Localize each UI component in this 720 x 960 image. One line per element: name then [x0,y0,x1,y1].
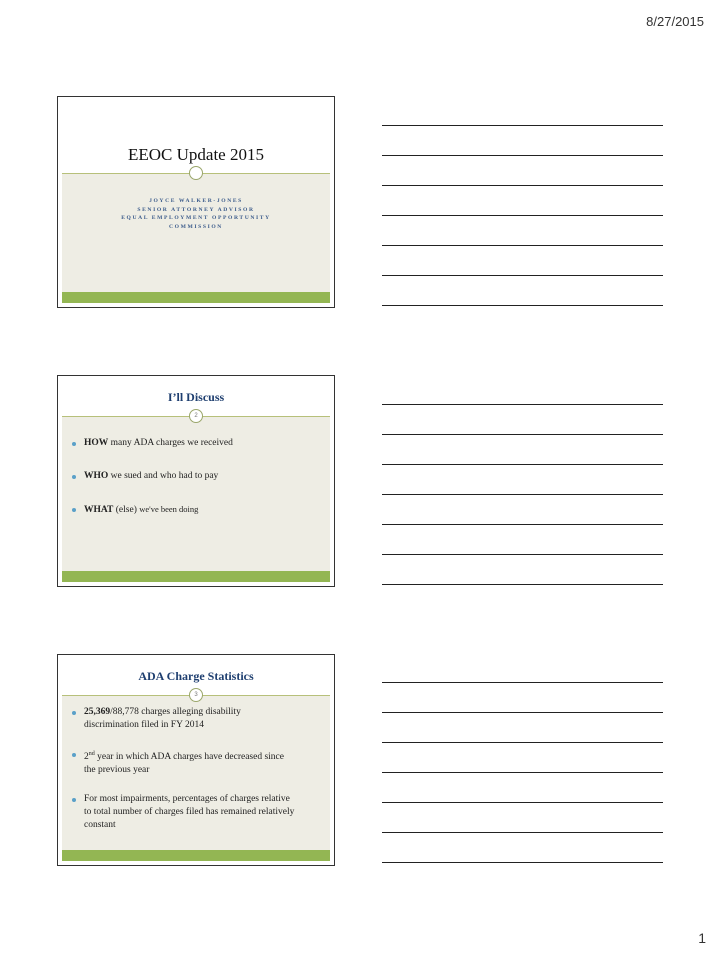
note-line [382,155,663,156]
presenter-name: JOYCE WALKER-JONES [149,198,243,204]
slide-3-title: ADA Charge Statistics [138,669,254,683]
note-line [382,125,663,126]
note-line [382,832,663,833]
slide-2-footer-bar [62,571,330,582]
slide-1-badge [189,166,203,180]
slide-1-title-area [62,101,330,173]
note-line [382,305,663,306]
slide-1-title: EEOC Update 2015 [128,145,264,164]
note-line [382,245,663,246]
note-line [382,404,663,405]
presenter-org-line-2: COMMISSION [169,223,223,230]
presenter-org-line-1: EQUAL EMPLOYMENT OPPORTUNITY [121,215,271,222]
list-item: WHO we sued and who had to pay [72,470,320,483]
note-line [382,524,663,525]
presenter-role: SENIOR ATTORNEY ADVISOR [137,206,255,213]
slide-3-body [62,659,330,861]
slide-3-number-badge: 3 [189,688,203,702]
note-line [382,802,663,803]
slide-2 [57,375,335,587]
note-line [382,494,663,495]
note-line [382,712,663,713]
note-line [382,584,663,585]
note-line [382,185,663,186]
slide-3-bullets [72,706,296,832]
list-item: For most impairments, percentages of charges relative to total number of charges filed has remained relatively constant [72,793,296,832]
note-line [382,275,663,276]
print-date: 8/27/2015 [646,14,704,29]
list-item: 25,369/88,778 charges alleging disability discrimination filed in FY 2014 [72,706,296,732]
slide-3 [57,654,335,866]
note-line [382,862,663,863]
page-number: 1 [698,930,706,946]
slide-2-number-badge: 2 [189,409,203,423]
slide-2-title: I’ll Discuss [167,390,225,404]
list-item: WHAT (else) we've been doing [72,503,320,517]
list-item: HOW many ADA charges we received [72,437,320,450]
slide-1-body [62,101,330,303]
note-line [382,682,663,683]
note-line [382,742,663,743]
note-line [382,554,663,555]
slide-2-body [62,380,330,582]
note-line [382,434,663,435]
note-line [382,215,663,216]
slide-1-footer-bar [62,292,330,303]
presenter-info [62,197,330,231]
note-line [382,464,663,465]
note-line [382,772,663,773]
slide-2-bullets [72,437,320,517]
slide-1 [57,96,335,308]
slide-3-footer-bar [62,850,330,861]
list-item: 2nd year in which ADA charges have decreased since the previous year [72,748,296,777]
